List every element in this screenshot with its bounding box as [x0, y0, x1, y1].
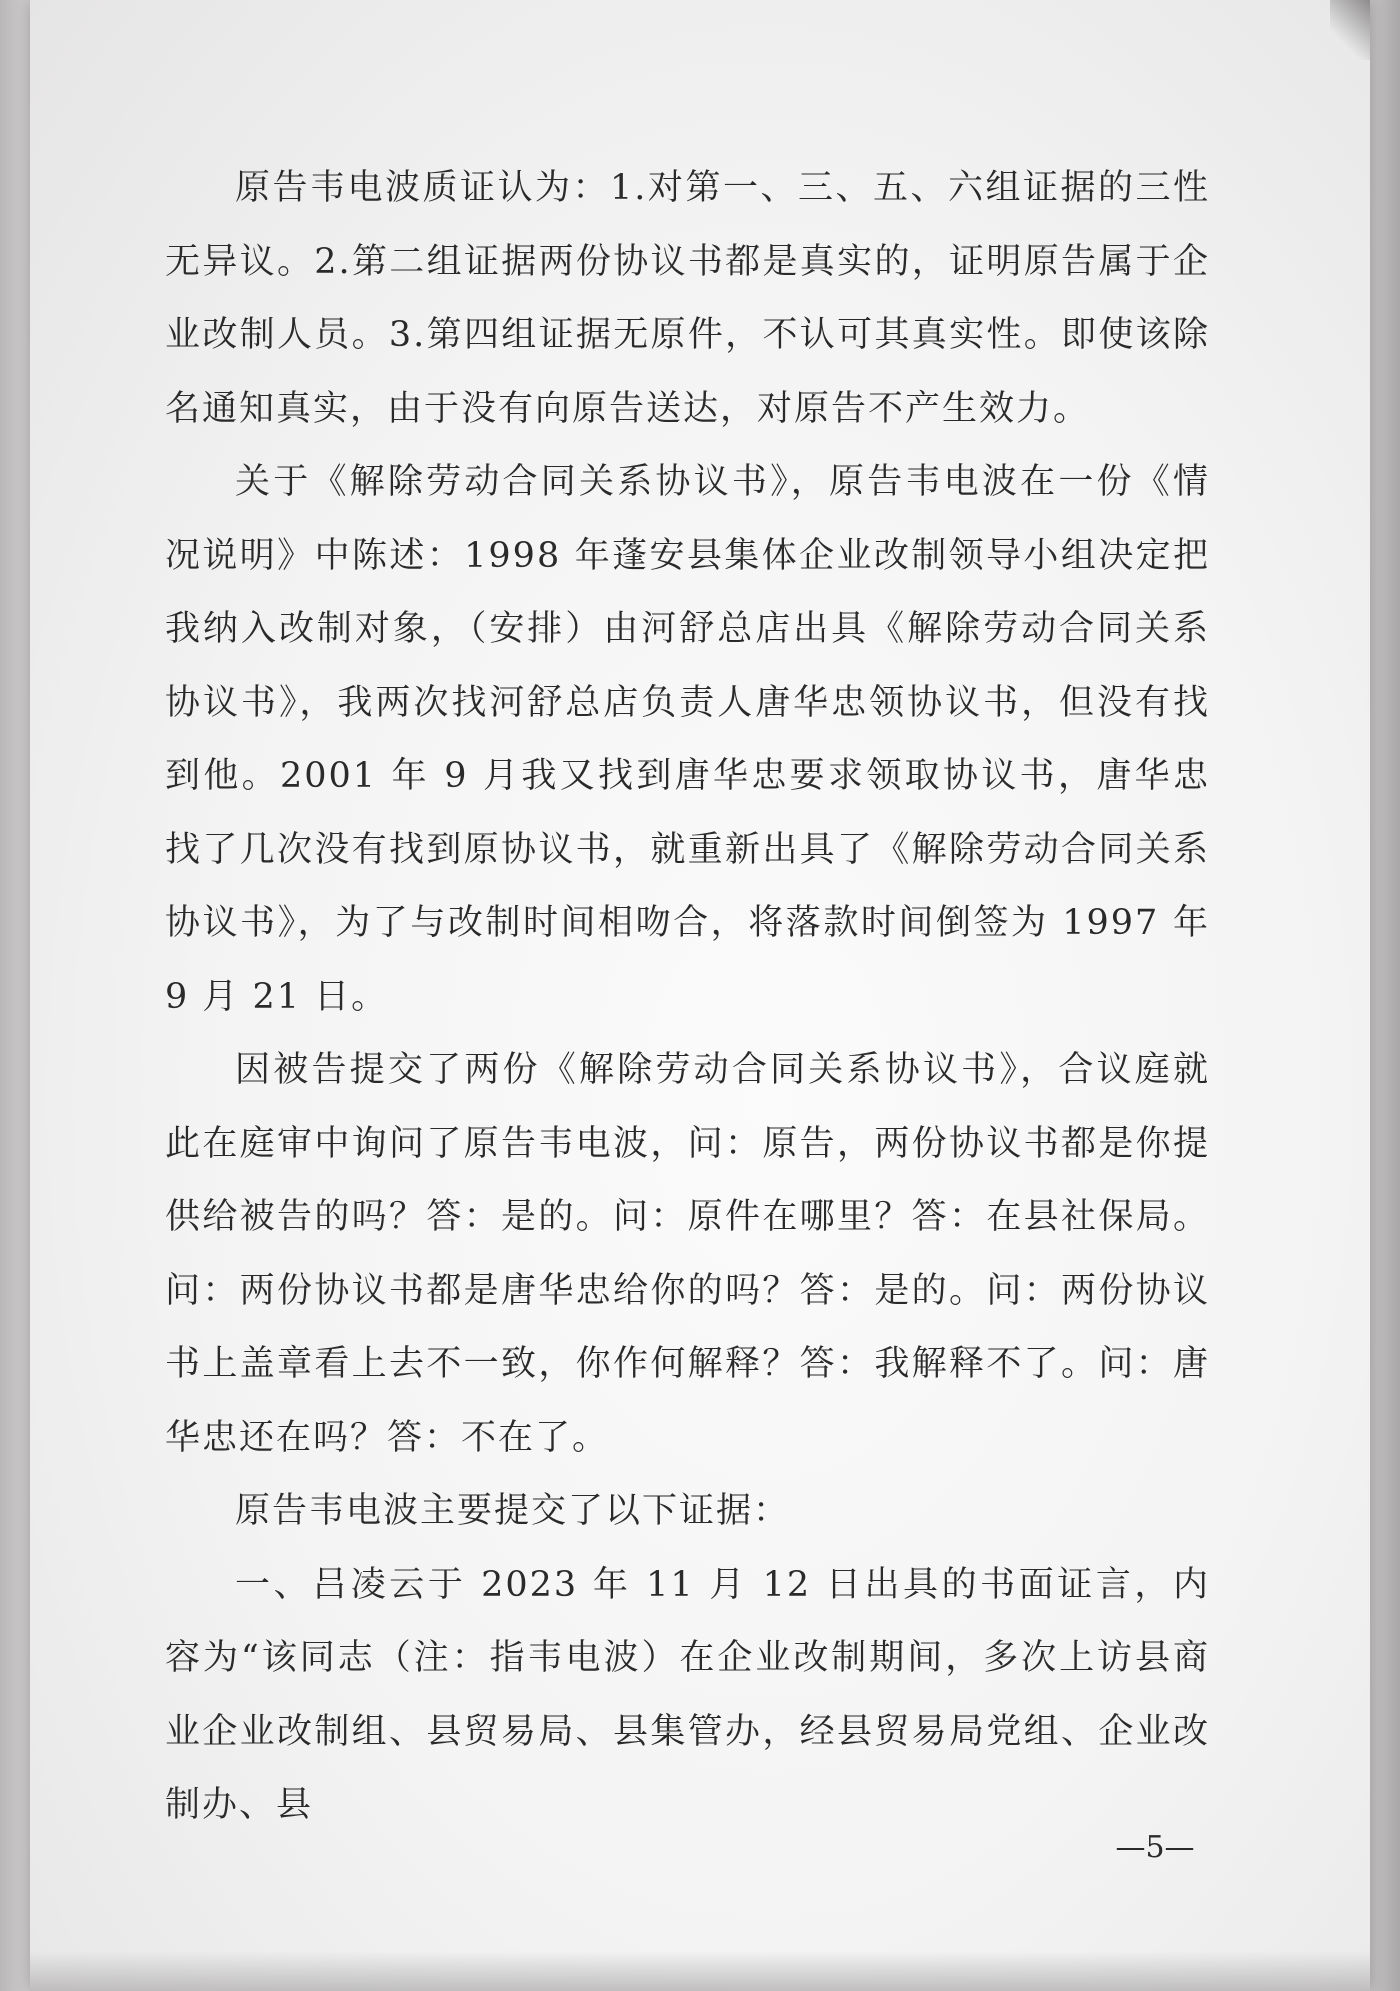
paragraph-5: 一、吕凌云于 2023 年 11 月 12 日出具的书面证言，内容为“该同志（注：指韦电波）在企业改制期间，多次上访县商业企业改制组、县贸易局、县集管办，经县贸易局党组、企业改制办、县 [165, 1564, 1210, 1825]
page-number: —5— [1115, 1830, 1195, 1865]
document-body [165, 152, 1210, 1843]
page-corner-shadow [1330, 0, 1370, 60]
paragraph-2: 关于《解除劳动合同关系协议书》，原告韦电波在一份《情况说明》中陈述：1998 年蓬安县集体企业改制领导小组决定把我纳入改制对象，（安排）由河舒总店出具《解除劳动合同关系协议书》，我两次找河舒总店负责人唐华忠领协议书，但没有找到他。2001 年 9 月我又找到唐华忠要求领取协议书，唐华忠找了几次没有找到原协议书，就重新出具了《解除劳动合同关系协议书》，为了与改制时间相吻合，将落款时间倒签为 1997 年 9 月 21 日。 [165, 462, 1210, 1017]
paragraph-3: 因被告提交了两份《解除劳动合同关系协议书》，合议庭就此在庭审中询问了原告韦电波，问：原告，两份协议书都是你提供给被告的吗？答：是的。问：原件在哪里？答：在县社保局。问：两份协议书都是唐华忠给你的吗？答：是的。问：两份协议书上盖章看上去不一致，你作何解释？答：我解释不了。问：唐华忠还在吗？答：不在了。 [165, 1050, 1210, 1458]
paragraph-4: 原告韦电波主要提交了以下证据： [235, 1491, 791, 1531]
paragraph-1: 原告韦电波质证认为：1.对第一、三、五、六组证据的三性无异议。2.第二组证据两份协议书都是真实的，证明原告属于企业改制人员。3.第四组证据无原件，不认可其真实性。即使该除名通知真实，由于没有向原告送达，对原告不产生效力。 [165, 168, 1210, 429]
page-bottom-shadow [30, 1951, 1370, 1991]
